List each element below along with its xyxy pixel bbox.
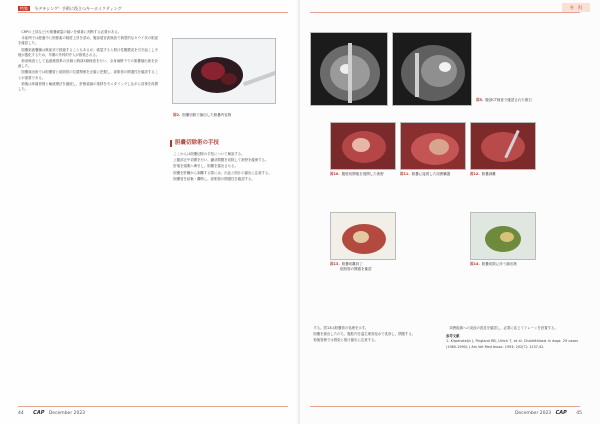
header-rule	[18, 12, 288, 13]
figure-5-caption: 図5. 腹部CT検査で確認された胆石	[476, 98, 532, 102]
paragraph: 胆嚢を肝臓から剥離する際には、出血と胆汁の漏出に注意する。	[173, 170, 272, 175]
paragraph: ここからは胆嚢切除の手技について解説する。	[173, 152, 245, 156]
left-col2-text	[170, 152, 285, 183]
figure-13-caption: 図13. 胆嚢切離終了	[330, 262, 363, 266]
page-number: 44	[18, 411, 24, 416]
paragraph: CRPの上昇など)や胆嚢破裂の疑いを慎重に判断する必要がある。	[21, 30, 122, 34]
paragraph: 術後管理では感染と胆汁漏出に注意する。	[313, 338, 378, 343]
figure-13-subcaption: 総胆管の開通を確認	[340, 267, 372, 271]
ct-scan-image	[393, 33, 472, 106]
reference-item: 1. Kirpensteijn J, Fingland RB, Ulrich T, et al. Cholelithiasis in dogs: 29 cases (1980-1990). J Am Vet Med Assoc. 1993; 202(7): 1137-42.	[446, 339, 578, 349]
figure-2-caption: 図2. 胆嚢切除で摘出した胆嚢内容物	[173, 113, 232, 117]
paragraph: 周囲組織への炎症の波及を確認し、必要に応じてドレーンを設置する。	[449, 326, 558, 330]
figure-5-ct-right	[392, 32, 472, 106]
right-col2-text	[446, 326, 578, 350]
paragraph: 上腹部正中切開を行い、鎌状間膜を切除して術野を確保する。	[173, 158, 269, 163]
figure-10-photo	[330, 122, 396, 170]
figure-2-photo	[172, 38, 276, 104]
magazine-logo: CAP	[555, 410, 567, 416]
figure-14-photo	[470, 212, 536, 260]
figure-5-ct-left	[310, 32, 388, 106]
right-page	[300, 0, 600, 424]
gallbladder-contents-image	[173, 39, 276, 104]
footer-rule	[310, 406, 580, 407]
feature-tag: 特集	[20, 6, 28, 11]
paragraph: 胆嚢摘出術では胆嚢管と総胆管の位置関係を正確に把握し、総胆管の開通性を確認することが重要である。	[18, 70, 158, 80]
figure-13-photo	[330, 212, 396, 260]
issue-date: December 2023	[48, 411, 86, 416]
section-tab: 外 科	[562, 3, 590, 12]
right-footer	[515, 410, 582, 416]
surgical-field-image	[471, 123, 536, 170]
paragraph: 術後は疼痛管理と輸液療法を継続し、肝酵素値の推移をモニタリングしながら食事を再開した。	[18, 81, 158, 92]
figure-11-caption: 図11. 胆嚢に接着した周囲臓器	[400, 172, 451, 176]
paragraph: 肝葉を頭側へ牽引し、胆嚢を露出させる。	[173, 164, 238, 169]
issue-date: December 2023	[514, 411, 552, 416]
left-body-text	[18, 30, 158, 93]
surgical-field-image	[331, 213, 396, 260]
references-title: 参考文献	[446, 334, 460, 339]
paragraph: 胆嚢粘液嚢腫は無症状で経過することもあるが、破裂すると胆汁性腹膜炎を引き起こし予後が悪化するため、早期の外科的介入が推奨される。	[18, 47, 158, 57]
left-footer	[18, 410, 85, 416]
right-col1-text	[310, 326, 438, 345]
ct-scan-image	[311, 33, 388, 106]
paragraph: する。図13は胆嚢管の処理を示す。	[313, 326, 369, 330]
surgical-field-image	[401, 123, 466, 170]
feature-title: 今デキシング！手術に役立つキーホイクティング	[34, 6, 122, 11]
figure-11-photo	[400, 122, 466, 170]
header-rule	[310, 12, 580, 13]
footer-rule	[18, 406, 288, 407]
figure-10-caption: 図10. 腹壁切開後を展開した術野	[330, 172, 384, 176]
paragraph: 術前検査として血液凝固系の評価と胸部X線検査を行い、全身麻酔下での胆嚢摘出術を計画した。	[18, 59, 158, 69]
page-number: 45	[576, 411, 582, 416]
specimen-image	[471, 213, 536, 260]
figure-14-caption: 図14. 胆嚢切除に伴う摘出物	[470, 262, 517, 266]
paragraph: 胆嚢管を結紮・離断し、総胆管の開通性を確認する。	[173, 176, 255, 181]
surgical-field-image	[331, 123, 396, 170]
magazine-logo: CAP	[33, 410, 45, 416]
section-heading: 胆嚢切除術の手技	[170, 140, 219, 147]
paragraph: 胆嚢を摘出したのち、腹腔内を温生理食塩水で洗浄し、閉腹する。	[313, 332, 416, 337]
figure-12-caption: 図12. 胆嚢剥離	[470, 172, 496, 176]
paragraph: 本症例では経過中に肝酵素の軽度上昇を認め、腹部超音波検査で典型的なキウイ状の胆泥を確認した。	[18, 36, 158, 46]
figure-12-photo	[470, 122, 536, 170]
